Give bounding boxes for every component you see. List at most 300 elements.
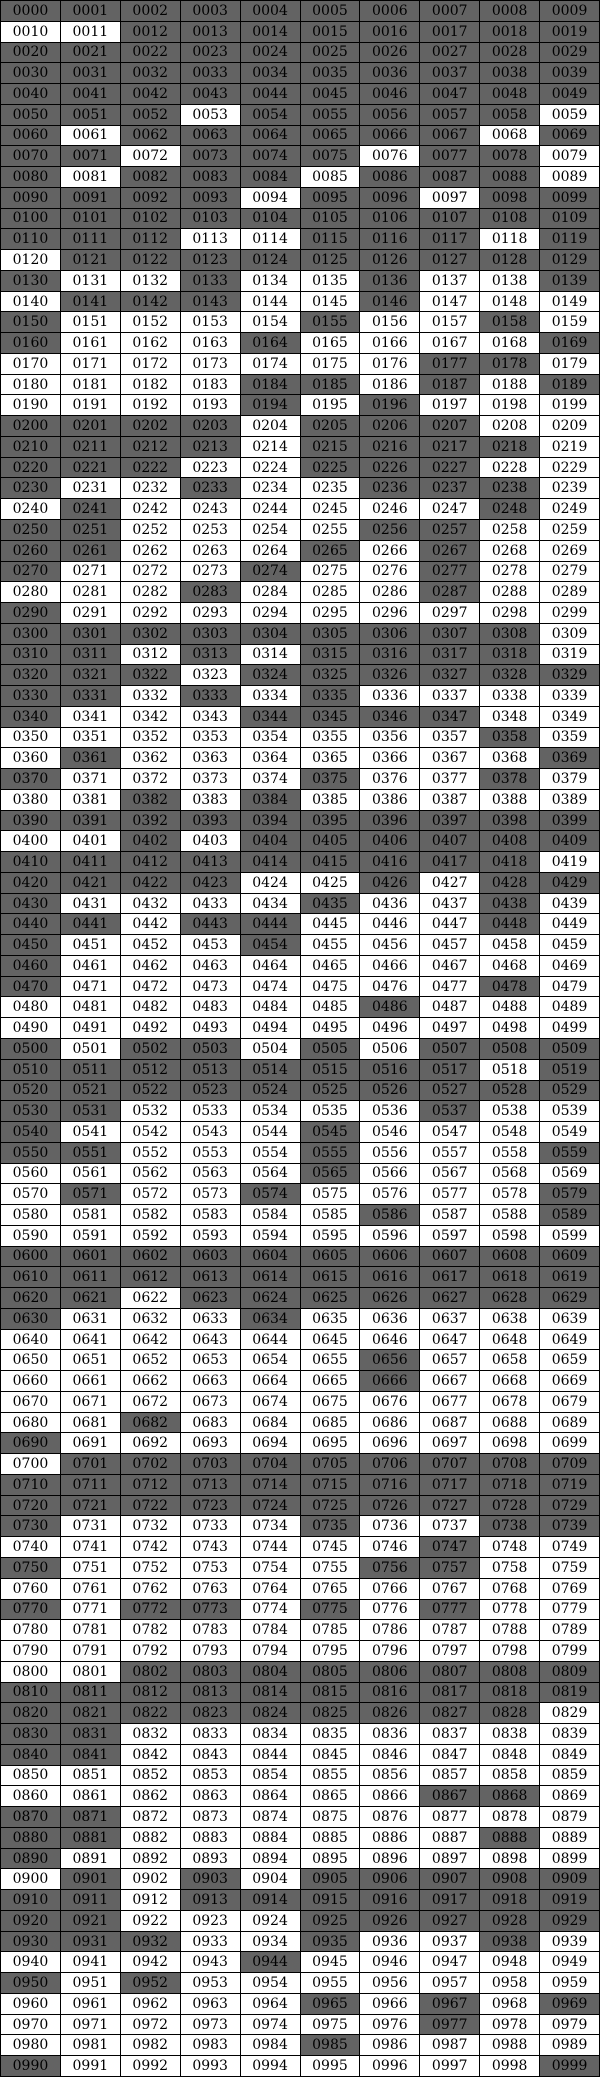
grid-cell: 0776 bbox=[360, 1600, 420, 1621]
grid-cell: 0920 bbox=[1, 1911, 61, 1932]
grid-cell: 0238 bbox=[480, 478, 540, 499]
grid-cell: 0303 bbox=[181, 624, 241, 645]
grid-cell: 0487 bbox=[420, 997, 480, 1018]
grid-cell: 0191 bbox=[61, 395, 121, 416]
grid-cell: 0164 bbox=[241, 333, 301, 354]
grid-cell: 0769 bbox=[540, 1579, 600, 1600]
grid-cell: 0801 bbox=[61, 1662, 121, 1683]
grid-cell: 0042 bbox=[121, 84, 181, 105]
grid-cell: 0278 bbox=[480, 562, 540, 583]
grid-cell: 0350 bbox=[1, 728, 61, 749]
grid-cell: 0594 bbox=[241, 1226, 301, 1247]
grid-cell: 0924 bbox=[241, 1911, 301, 1932]
grid-cell: 0738 bbox=[480, 1516, 540, 1537]
grid-cell: 0696 bbox=[360, 1433, 420, 1454]
grid-cell: 0222 bbox=[121, 458, 181, 479]
grid-cell: 0651 bbox=[61, 1350, 121, 1371]
grid-cell: 0071 bbox=[61, 146, 121, 167]
grid-cell: 0099 bbox=[540, 188, 600, 209]
grid-cell: 0604 bbox=[241, 1247, 301, 1268]
grid-cell: 0990 bbox=[1, 2056, 61, 2077]
grid-cell: 0896 bbox=[360, 1849, 420, 1870]
grid-cell: 0681 bbox=[61, 1413, 121, 1434]
grid-cell: 0268 bbox=[480, 541, 540, 562]
grid-cell: 0666 bbox=[360, 1371, 420, 1392]
grid-cell: 0567 bbox=[420, 1164, 480, 1185]
grid-cell: 0749 bbox=[540, 1537, 600, 1558]
grid-cell: 0152 bbox=[121, 312, 181, 333]
grid-cell: 0943 bbox=[181, 1952, 241, 1973]
grid-cell: 0320 bbox=[1, 665, 61, 686]
grid-cell: 0542 bbox=[121, 1122, 181, 1143]
grid-cell: 0831 bbox=[61, 1724, 121, 1745]
grid-cell: 0426 bbox=[360, 873, 420, 894]
grid-cell: 0243 bbox=[181, 499, 241, 520]
grid-cell: 0512 bbox=[121, 1060, 181, 1081]
grid-cell: 0994 bbox=[241, 2056, 301, 2077]
grid-cell: 0468 bbox=[480, 956, 540, 977]
grid-cell: 0005 bbox=[301, 1, 361, 22]
grid-cell: 0381 bbox=[61, 790, 121, 811]
grid-cell: 0586 bbox=[360, 1205, 420, 1226]
grid-cell: 0405 bbox=[301, 831, 361, 852]
grid-cell: 0145 bbox=[301, 292, 361, 313]
grid-cell: 0793 bbox=[181, 1641, 241, 1662]
grid-cell: 0676 bbox=[360, 1392, 420, 1413]
grid-cell: 0130 bbox=[1, 271, 61, 292]
grid-cell: 0624 bbox=[241, 1288, 301, 1309]
grid-cell: 0703 bbox=[181, 1454, 241, 1475]
grid-cell: 0747 bbox=[420, 1537, 480, 1558]
grid-cell: 0600 bbox=[1, 1247, 61, 1268]
grid-cell: 0852 bbox=[121, 1766, 181, 1787]
grid-cell: 0023 bbox=[181, 43, 241, 64]
grid-cell: 0579 bbox=[540, 1184, 600, 1205]
grid-cell: 0412 bbox=[121, 852, 181, 873]
grid-cell: 0206 bbox=[360, 416, 420, 437]
grid-cell: 0794 bbox=[241, 1641, 301, 1662]
grid-cell: 0037 bbox=[420, 63, 480, 84]
grid-cell: 0220 bbox=[1, 458, 61, 479]
grid-cell: 0383 bbox=[181, 790, 241, 811]
grid-cell: 0532 bbox=[121, 1101, 181, 1122]
grid-cell: 0534 bbox=[241, 1101, 301, 1122]
grid-cell: 0232 bbox=[121, 478, 181, 499]
grid-cell: 0576 bbox=[360, 1184, 420, 1205]
grid-cell: 0785 bbox=[301, 1620, 361, 1641]
grid-cell: 0419 bbox=[540, 852, 600, 873]
grid-cell: 0503 bbox=[181, 1039, 241, 1060]
grid-cell: 0834 bbox=[241, 1724, 301, 1745]
grid-cell: 0434 bbox=[241, 894, 301, 915]
grid-cell: 0435 bbox=[301, 894, 361, 915]
grid-cell: 0700 bbox=[1, 1454, 61, 1475]
grid-cell: 0546 bbox=[360, 1122, 420, 1143]
grid-cell: 0923 bbox=[181, 1911, 241, 1932]
grid-cell: 0051 bbox=[61, 105, 121, 126]
grid-cell: 0910 bbox=[1, 1890, 61, 1911]
grid-cell: 0577 bbox=[420, 1184, 480, 1205]
grid-cell: 0748 bbox=[480, 1537, 540, 1558]
grid-cell: 0791 bbox=[61, 1641, 121, 1662]
grid-cell: 0064 bbox=[241, 126, 301, 147]
grid-cell: 0445 bbox=[301, 914, 361, 935]
grid-cell: 0497 bbox=[420, 1018, 480, 1039]
grid-cell: 0938 bbox=[480, 1932, 540, 1953]
grid-cell: 0946 bbox=[360, 1952, 420, 1973]
grid-cell: 0554 bbox=[241, 1143, 301, 1164]
grid-cell: 0479 bbox=[540, 977, 600, 998]
grid-cell: 0669 bbox=[540, 1371, 600, 1392]
grid-cell: 0902 bbox=[121, 1869, 181, 1890]
grid-cell: 0442 bbox=[121, 914, 181, 935]
grid-cell: 0368 bbox=[480, 748, 540, 769]
grid-cell: 0718 bbox=[480, 1475, 540, 1496]
grid-cell: 0880 bbox=[1, 1828, 61, 1849]
grid-cell: 0086 bbox=[360, 167, 420, 188]
grid-cell: 0008 bbox=[480, 1, 540, 22]
grid-cell: 0839 bbox=[540, 1724, 600, 1745]
grid-cell: 0147 bbox=[420, 292, 480, 313]
grid-cell: 0637 bbox=[420, 1309, 480, 1330]
grid-cell: 0848 bbox=[480, 1745, 540, 1766]
grid-cell: 0076 bbox=[360, 146, 420, 167]
grid-cell: 0993 bbox=[181, 2056, 241, 2077]
grid-cell: 0202 bbox=[121, 416, 181, 437]
grid-cell: 0811 bbox=[61, 1683, 121, 1704]
grid-cell: 0529 bbox=[540, 1081, 600, 1102]
grid-cell: 0420 bbox=[1, 873, 61, 894]
grid-cell: 0723 bbox=[181, 1496, 241, 1517]
grid-cell: 0583 bbox=[181, 1205, 241, 1226]
grid-cell: 0622 bbox=[121, 1288, 181, 1309]
grid-cell: 0608 bbox=[480, 1247, 540, 1268]
grid-cell: 0310 bbox=[1, 645, 61, 666]
grid-cell: 0883 bbox=[181, 1828, 241, 1849]
grid-cell: 0864 bbox=[241, 1786, 301, 1807]
grid-cell: 0508 bbox=[480, 1039, 540, 1060]
grid-cell: 0293 bbox=[181, 603, 241, 624]
grid-cell: 0972 bbox=[121, 2015, 181, 2036]
grid-cell: 0113 bbox=[181, 229, 241, 250]
grid-cell: 0163 bbox=[181, 333, 241, 354]
grid-cell: 0032 bbox=[121, 63, 181, 84]
grid-cell: 0172 bbox=[121, 354, 181, 375]
grid-cell: 0822 bbox=[121, 1703, 181, 1724]
grid-cell: 0125 bbox=[301, 250, 361, 271]
grid-cell: 0628 bbox=[480, 1288, 540, 1309]
grid-cell: 0402 bbox=[121, 831, 181, 852]
grid-cell: 0670 bbox=[1, 1392, 61, 1413]
grid-cell: 0361 bbox=[61, 748, 121, 769]
grid-cell: 0177 bbox=[420, 354, 480, 375]
grid-cell: 0668 bbox=[480, 1371, 540, 1392]
grid-cell: 0072 bbox=[121, 146, 181, 167]
grid-cell: 0430 bbox=[1, 894, 61, 915]
grid-cell: 0996 bbox=[360, 2056, 420, 2077]
grid-cell: 0589 bbox=[540, 1205, 600, 1226]
grid-cell: 0467 bbox=[420, 956, 480, 977]
grid-cell: 0891 bbox=[61, 1849, 121, 1870]
grid-cell: 0502 bbox=[121, 1039, 181, 1060]
grid-cell: 0835 bbox=[301, 1724, 361, 1745]
grid-cell: 0983 bbox=[181, 2035, 241, 2056]
grid-cell: 0050 bbox=[1, 105, 61, 126]
grid-cell: 0225 bbox=[301, 458, 361, 479]
grid-cell: 0599 bbox=[540, 1226, 600, 1247]
grid-cell: 0826 bbox=[360, 1703, 420, 1724]
grid-cell: 0378 bbox=[480, 769, 540, 790]
grid-cell: 0641 bbox=[61, 1330, 121, 1351]
grid-cell: 0986 bbox=[360, 2035, 420, 2056]
grid-cell: 0251 bbox=[61, 520, 121, 541]
grid-cell: 0520 bbox=[1, 1081, 61, 1102]
grid-cell: 0898 bbox=[480, 1849, 540, 1870]
grid-cell: 0971 bbox=[61, 2015, 121, 2036]
grid-cell: 0753 bbox=[181, 1558, 241, 1579]
grid-cell: 0097 bbox=[420, 188, 480, 209]
grid-cell: 0704 bbox=[241, 1454, 301, 1475]
grid-cell: 0606 bbox=[360, 1247, 420, 1268]
grid-cell: 0403 bbox=[181, 831, 241, 852]
grid-cell: 0746 bbox=[360, 1537, 420, 1558]
grid-cell: 0807 bbox=[420, 1662, 480, 1683]
grid-cell: 0284 bbox=[241, 582, 301, 603]
grid-cell: 0827 bbox=[420, 1703, 480, 1724]
grid-cell: 0025 bbox=[301, 43, 361, 64]
grid-cell: 0079 bbox=[540, 146, 600, 167]
grid-cell: 0148 bbox=[480, 292, 540, 313]
grid-cell: 0850 bbox=[1, 1766, 61, 1787]
grid-cell: 0201 bbox=[61, 416, 121, 437]
grid-cell: 0012 bbox=[121, 22, 181, 43]
grid-cell: 0289 bbox=[540, 582, 600, 603]
grid-cell: 0832 bbox=[121, 1724, 181, 1745]
grid-cell: 0015 bbox=[301, 22, 361, 43]
grid-cell: 0030 bbox=[1, 63, 61, 84]
grid-cell: 0002 bbox=[121, 1, 181, 22]
grid-cell: 0843 bbox=[181, 1745, 241, 1766]
grid-cell: 0277 bbox=[420, 562, 480, 583]
grid-cell: 0483 bbox=[181, 997, 241, 1018]
grid-cell: 0627 bbox=[420, 1288, 480, 1309]
grid-cell: 0159 bbox=[540, 312, 600, 333]
grid-cell: 0519 bbox=[540, 1060, 600, 1081]
grid-cell: 0565 bbox=[301, 1164, 361, 1185]
grid-cell: 0180 bbox=[1, 375, 61, 396]
grid-cell: 0892 bbox=[121, 1849, 181, 1870]
grid-cell: 0316 bbox=[360, 645, 420, 666]
grid-cell: 0262 bbox=[121, 541, 181, 562]
grid-cell: 0043 bbox=[181, 84, 241, 105]
grid-cell: 0981 bbox=[61, 2035, 121, 2056]
grid-cell: 0265 bbox=[301, 541, 361, 562]
grid-cell: 0876 bbox=[360, 1807, 420, 1828]
grid-cell: 0563 bbox=[181, 1164, 241, 1185]
grid-cell: 0806 bbox=[360, 1662, 420, 1683]
grid-cell: 0128 bbox=[480, 250, 540, 271]
grid-cell: 0861 bbox=[61, 1786, 121, 1807]
grid-cell: 0939 bbox=[540, 1932, 600, 1953]
grid-cell: 0727 bbox=[420, 1496, 480, 1517]
grid-cell: 0241 bbox=[61, 499, 121, 520]
grid-cell: 0213 bbox=[181, 437, 241, 458]
grid-cell: 0096 bbox=[360, 188, 420, 209]
grid-cell: 0326 bbox=[360, 665, 420, 686]
grid-cell: 0865 bbox=[301, 1786, 361, 1807]
grid-cell: 0230 bbox=[1, 478, 61, 499]
grid-cell: 0387 bbox=[420, 790, 480, 811]
grid-cell: 0701 bbox=[61, 1454, 121, 1475]
grid-cell: 0739 bbox=[540, 1516, 600, 1537]
grid-cell: 0149 bbox=[540, 292, 600, 313]
grid-cell: 0539 bbox=[540, 1101, 600, 1122]
grid-cell: 0452 bbox=[121, 935, 181, 956]
grid-cell: 0173 bbox=[181, 354, 241, 375]
grid-cell: 0528 bbox=[480, 1081, 540, 1102]
grid-cell: 0301 bbox=[61, 624, 121, 645]
grid-cell: 0229 bbox=[540, 458, 600, 479]
grid-cell: 0102 bbox=[121, 209, 181, 230]
grid-cell: 0260 bbox=[1, 541, 61, 562]
grid-cell: 0107 bbox=[420, 209, 480, 230]
grid-cell: 0610 bbox=[1, 1267, 61, 1288]
grid-cell: 0511 bbox=[61, 1060, 121, 1081]
grid-cell: 0129 bbox=[540, 250, 600, 271]
grid-cell: 0153 bbox=[181, 312, 241, 333]
grid-cell: 0247 bbox=[420, 499, 480, 520]
grid-cell: 0227 bbox=[420, 458, 480, 479]
grid-cell: 0725 bbox=[301, 1496, 361, 1517]
grid-cell: 0363 bbox=[181, 748, 241, 769]
grid-cell: 0436 bbox=[360, 894, 420, 915]
grid-cell: 0168 bbox=[480, 333, 540, 354]
grid-cell: 0380 bbox=[1, 790, 61, 811]
grid-cell: 0533 bbox=[181, 1101, 241, 1122]
grid-cell: 0548 bbox=[480, 1122, 540, 1143]
grid-cell: 0980 bbox=[1, 2035, 61, 2056]
grid-cell: 0016 bbox=[360, 22, 420, 43]
grid-cell: 0592 bbox=[121, 1226, 181, 1247]
grid-cell: 0395 bbox=[301, 811, 361, 832]
grid-cell: 0716 bbox=[360, 1475, 420, 1496]
grid-cell: 0431 bbox=[61, 894, 121, 915]
grid-cell: 0945 bbox=[301, 1952, 361, 1973]
grid-cell: 0146 bbox=[360, 292, 420, 313]
grid-cell: 0046 bbox=[360, 84, 420, 105]
grid-cell: 0951 bbox=[61, 1973, 121, 1994]
grid-cell: 0226 bbox=[360, 458, 420, 479]
grid-cell: 0194 bbox=[241, 395, 301, 416]
grid-cell: 0601 bbox=[61, 1247, 121, 1268]
grid-cell: 0480 bbox=[1, 997, 61, 1018]
grid-cell: 0394 bbox=[241, 811, 301, 832]
grid-cell: 0074 bbox=[241, 146, 301, 167]
grid-cell: 0048 bbox=[480, 84, 540, 105]
grid-cell: 0209 bbox=[540, 416, 600, 437]
grid-cell: 0860 bbox=[1, 1786, 61, 1807]
grid-cell: 0808 bbox=[480, 1662, 540, 1683]
grid-cell: 0104 bbox=[241, 209, 301, 230]
grid-cell: 0976 bbox=[360, 2015, 420, 2036]
grid-cell: 0775 bbox=[301, 1600, 361, 1621]
grid-cell: 0540 bbox=[1, 1122, 61, 1143]
grid-cell: 0802 bbox=[121, 1662, 181, 1683]
grid-cell: 0744 bbox=[241, 1537, 301, 1558]
grid-cell: 0884 bbox=[241, 1828, 301, 1849]
grid-cell: 0837 bbox=[420, 1724, 480, 1745]
grid-cell: 0717 bbox=[420, 1475, 480, 1496]
grid-cell: 0228 bbox=[480, 458, 540, 479]
grid-cell: 0020 bbox=[1, 43, 61, 64]
grid-cell: 0607 bbox=[420, 1247, 480, 1268]
grid-cell: 0382 bbox=[121, 790, 181, 811]
grid-cell: 0218 bbox=[480, 437, 540, 458]
grid-cell: 0867 bbox=[420, 1786, 480, 1807]
grid-cell: 0473 bbox=[181, 977, 241, 998]
grid-cell: 0962 bbox=[121, 1994, 181, 2015]
grid-cell: 0377 bbox=[420, 769, 480, 790]
grid-cell: 0133 bbox=[181, 271, 241, 292]
grid-cell: 0823 bbox=[181, 1703, 241, 1724]
grid-cell: 0814 bbox=[241, 1683, 301, 1704]
grid-cell: 0947 bbox=[420, 1952, 480, 1973]
grid-cell: 0591 bbox=[61, 1226, 121, 1247]
grid-cell: 0298 bbox=[480, 603, 540, 624]
grid-cell: 0224 bbox=[241, 458, 301, 479]
grid-cell: 0376 bbox=[360, 769, 420, 790]
grid-cell: 0714 bbox=[241, 1475, 301, 1496]
grid-cell: 0027 bbox=[420, 43, 480, 64]
grid-cell: 0472 bbox=[121, 977, 181, 998]
grid-cell: 0686 bbox=[360, 1413, 420, 1434]
grid-cell: 0987 bbox=[420, 2035, 480, 2056]
grid-cell: 0176 bbox=[360, 354, 420, 375]
grid-cell: 0469 bbox=[540, 956, 600, 977]
grid-cell: 0075 bbox=[301, 146, 361, 167]
grid-cell: 0740 bbox=[1, 1537, 61, 1558]
grid-cell: 0204 bbox=[241, 416, 301, 437]
grid-cell: 0719 bbox=[540, 1475, 600, 1496]
grid-cell: 0087 bbox=[420, 167, 480, 188]
grid-cell: 0817 bbox=[420, 1683, 480, 1704]
grid-cell: 0254 bbox=[241, 520, 301, 541]
grid-cell: 0895 bbox=[301, 1849, 361, 1870]
grid-cell: 0031 bbox=[61, 63, 121, 84]
grid-cell: 0287 bbox=[420, 582, 480, 603]
grid-cell: 0708 bbox=[480, 1454, 540, 1475]
grid-cell: 0897 bbox=[420, 1849, 480, 1870]
grid-cell: 0772 bbox=[121, 1600, 181, 1621]
grid-cell: 0890 bbox=[1, 1849, 61, 1870]
grid-cell: 0905 bbox=[301, 1869, 361, 1890]
grid-cell: 0211 bbox=[61, 437, 121, 458]
grid-cell: 0526 bbox=[360, 1081, 420, 1102]
grid-cell: 0489 bbox=[540, 997, 600, 1018]
grid-cell: 0330 bbox=[1, 686, 61, 707]
grid-cell: 0401 bbox=[61, 831, 121, 852]
grid-cell: 0862 bbox=[121, 1786, 181, 1807]
grid-cell: 0045 bbox=[301, 84, 361, 105]
grid-cell: 0936 bbox=[360, 1932, 420, 1953]
grid-cell: 0179 bbox=[540, 354, 600, 375]
grid-cell: 0255 bbox=[301, 520, 361, 541]
grid-cell: 0259 bbox=[540, 520, 600, 541]
grid-cell: 0875 bbox=[301, 1807, 361, 1828]
grid-cell: 0357 bbox=[420, 728, 480, 749]
grid-cell: 0393 bbox=[181, 811, 241, 832]
grid-cell: 0504 bbox=[241, 1039, 301, 1060]
